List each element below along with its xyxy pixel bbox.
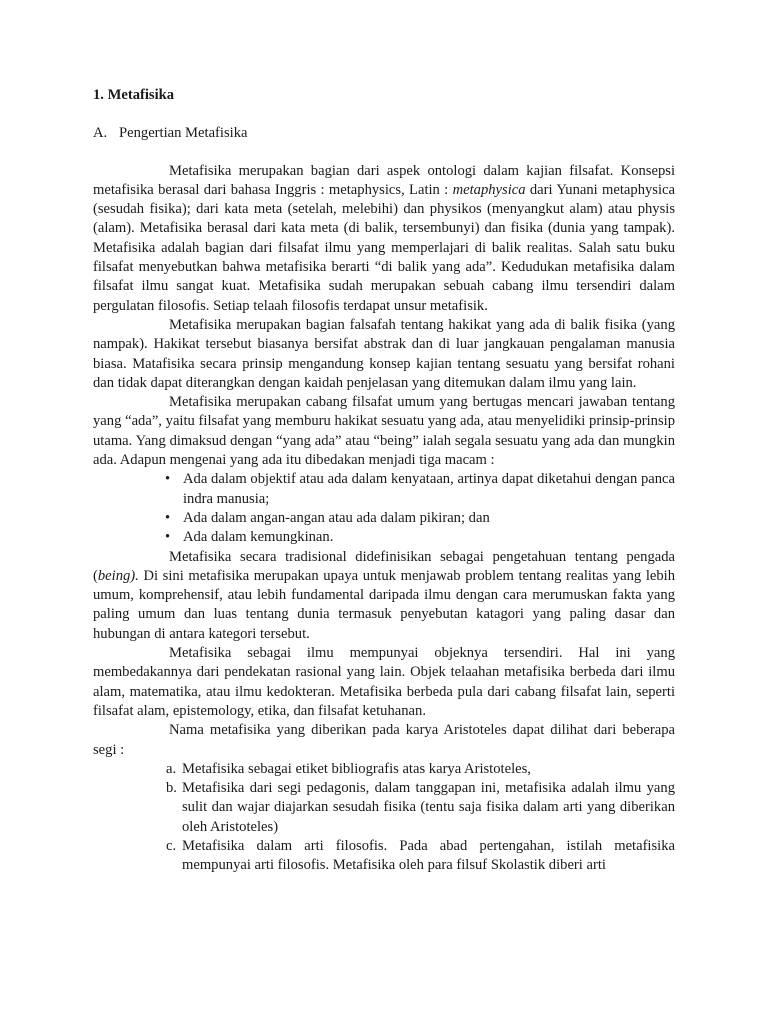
bullet-item: • Ada dalam angan-angan atau ada dalam pikiran; dan [165, 509, 675, 528]
alpha-list [93, 760, 675, 876]
alpha-list-item [166, 837, 675, 876]
bullet-item: • Ada dalam objektif atau ada dalam kenyataan, artinya dapat diketahui dengan panca indra manusia; [165, 470, 675, 509]
bullet-list [93, 470, 675, 547]
alpha-text: Metafisika dari segi pedagonis, dalam tanggapan ini, metafisika adalah ilmu yang sulit dan wajar diajarkan sesudah fisika (tentu saja fisika dalam arti yang diberikan oleh Aristoteles) [182, 780, 675, 835]
section-heading [93, 124, 675, 143]
section-title: Pengertian Metafisika [119, 125, 248, 142]
alpha-marker: c. [166, 837, 177, 854]
alpha-list-item [166, 760, 675, 779]
paragraph-1-text-a: Metafisika merupakan bagian dari aspek ontologi dalam kajian filsafat. Konsepsi metafisika berasal dari bahasa Inggris : metaphysics, Latin : [93, 162, 675, 198]
paragraph-1 [93, 162, 675, 316]
alpha-marker: a. [166, 760, 177, 777]
paragraph-4-italic-term: being). [97, 567, 139, 584]
paragraph-6: Nama metafisika yang diberikan pada karya Aristoteles dapat dilihat dari beberapa segi : [93, 722, 675, 758]
alpha-list-item [166, 779, 675, 837]
document-page [93, 86, 675, 876]
paragraph-1-italic-term: metaphysica [452, 181, 526, 198]
bullet-item: • Ada dalam kemungkinan. [165, 528, 675, 547]
paragraph-1-text-c: dari Yunani metaphysica (sesudah fisika); dari kata meta (setelah, melebihi) dan physikos (menyangkut alam) atau physis (alam). Metafisika berasal dari kata meta (di balik, tersembunyi) dan fisika (dunia yang tampak). Metafisika adalah bagian dari filsafat ilmu yang memperlajari di balik realitas. Salah satu buku filsafat menyebutkan bahwa metafisika berarti “di balik yang ada”. Kedudukan metafisika dalam filsafat ilmu sangat kuat. Metafisika sudah merupakan sebuah cabang ilmu tersendiri dalam pergulatan filosofis. Setiap telaah filosofis terdapat unsur metafisik. [93, 181, 675, 314]
paragraph-3: Metafisika merupakan cabang filsafat umum yang bertugas mencari jawaban tentang yang “ada”, yaitu filsafat yang memburu hakikat sesuatu yang ada, atau menyelidiki prinsip-prinsip utama. Yang dimaksud dengan “yang ada” atau “being” ialah segala sesuatu yang ada dan mungkin ada. Adapun mengenai yang ada itu dibedakan menjadi tiga macam : [93, 394, 675, 469]
section-letter: A. [93, 125, 108, 142]
alpha-text: Metafisika sebagai etiket bibliografis atas karya Aristoteles, [182, 760, 531, 777]
paragraph-5: Metafisika sebagai ilmu mempunyai objeknya tersendiri. Hal ini yang membedakannya dari pendekatan rasional yang lain. Objek telaahan metafisika berbeda dari ilmu alam, matematika, atau ilmu kedokteran. Metafisika berbeda pula dari cabang filsafat lain, seperti filsafat alam, epistemology, etika, dan filsafat ketuhanan. [93, 645, 675, 719]
paragraph-4-text-c: Di sini metafisika merupakan upaya untuk menjawab problem tentang realitas yang lebih umum, komprehensif, atau lebih fundamental daripada ilmu dengan cara merumuskan fakta yang paling umum dan luas tentang dunia termasuk penyebutan katagori yang paling dasar dan hubungan di antara kategori tersebut. [93, 567, 675, 642]
alpha-marker: b. [166, 780, 177, 797]
paragraph-2: Metafisika merupakan bagian falsafah tentang hakikat yang ada di balik fisika (yang nampak). Hakikat tersebut biasanya bersifat abstrak dan di luar jangkauan pengalaman manusia biasa. Matafisika secara prinsip mengandung konsep kajian tentang sesuatu yang bersifat rohani dan tidak dapat diterangkan dengan kaidah penjelasan yang ditemukan dalam ilmu yang lain. [93, 316, 675, 391]
paragraph-4-text-a: Metafisika secara tradisional didefinisikan sebagai pengetahuan tentang pengada ( [93, 548, 675, 584]
chapter-heading: 1. Metafisika [93, 87, 175, 103]
paragraph-4 [93, 548, 675, 644]
alpha-text: Metafisika dalam arti filosofis. Pada abad pertengahan, istilah metafisika mempunyai arti filosofis. Metafisika oleh para filsuf Skolastik diberi arti [182, 837, 675, 874]
